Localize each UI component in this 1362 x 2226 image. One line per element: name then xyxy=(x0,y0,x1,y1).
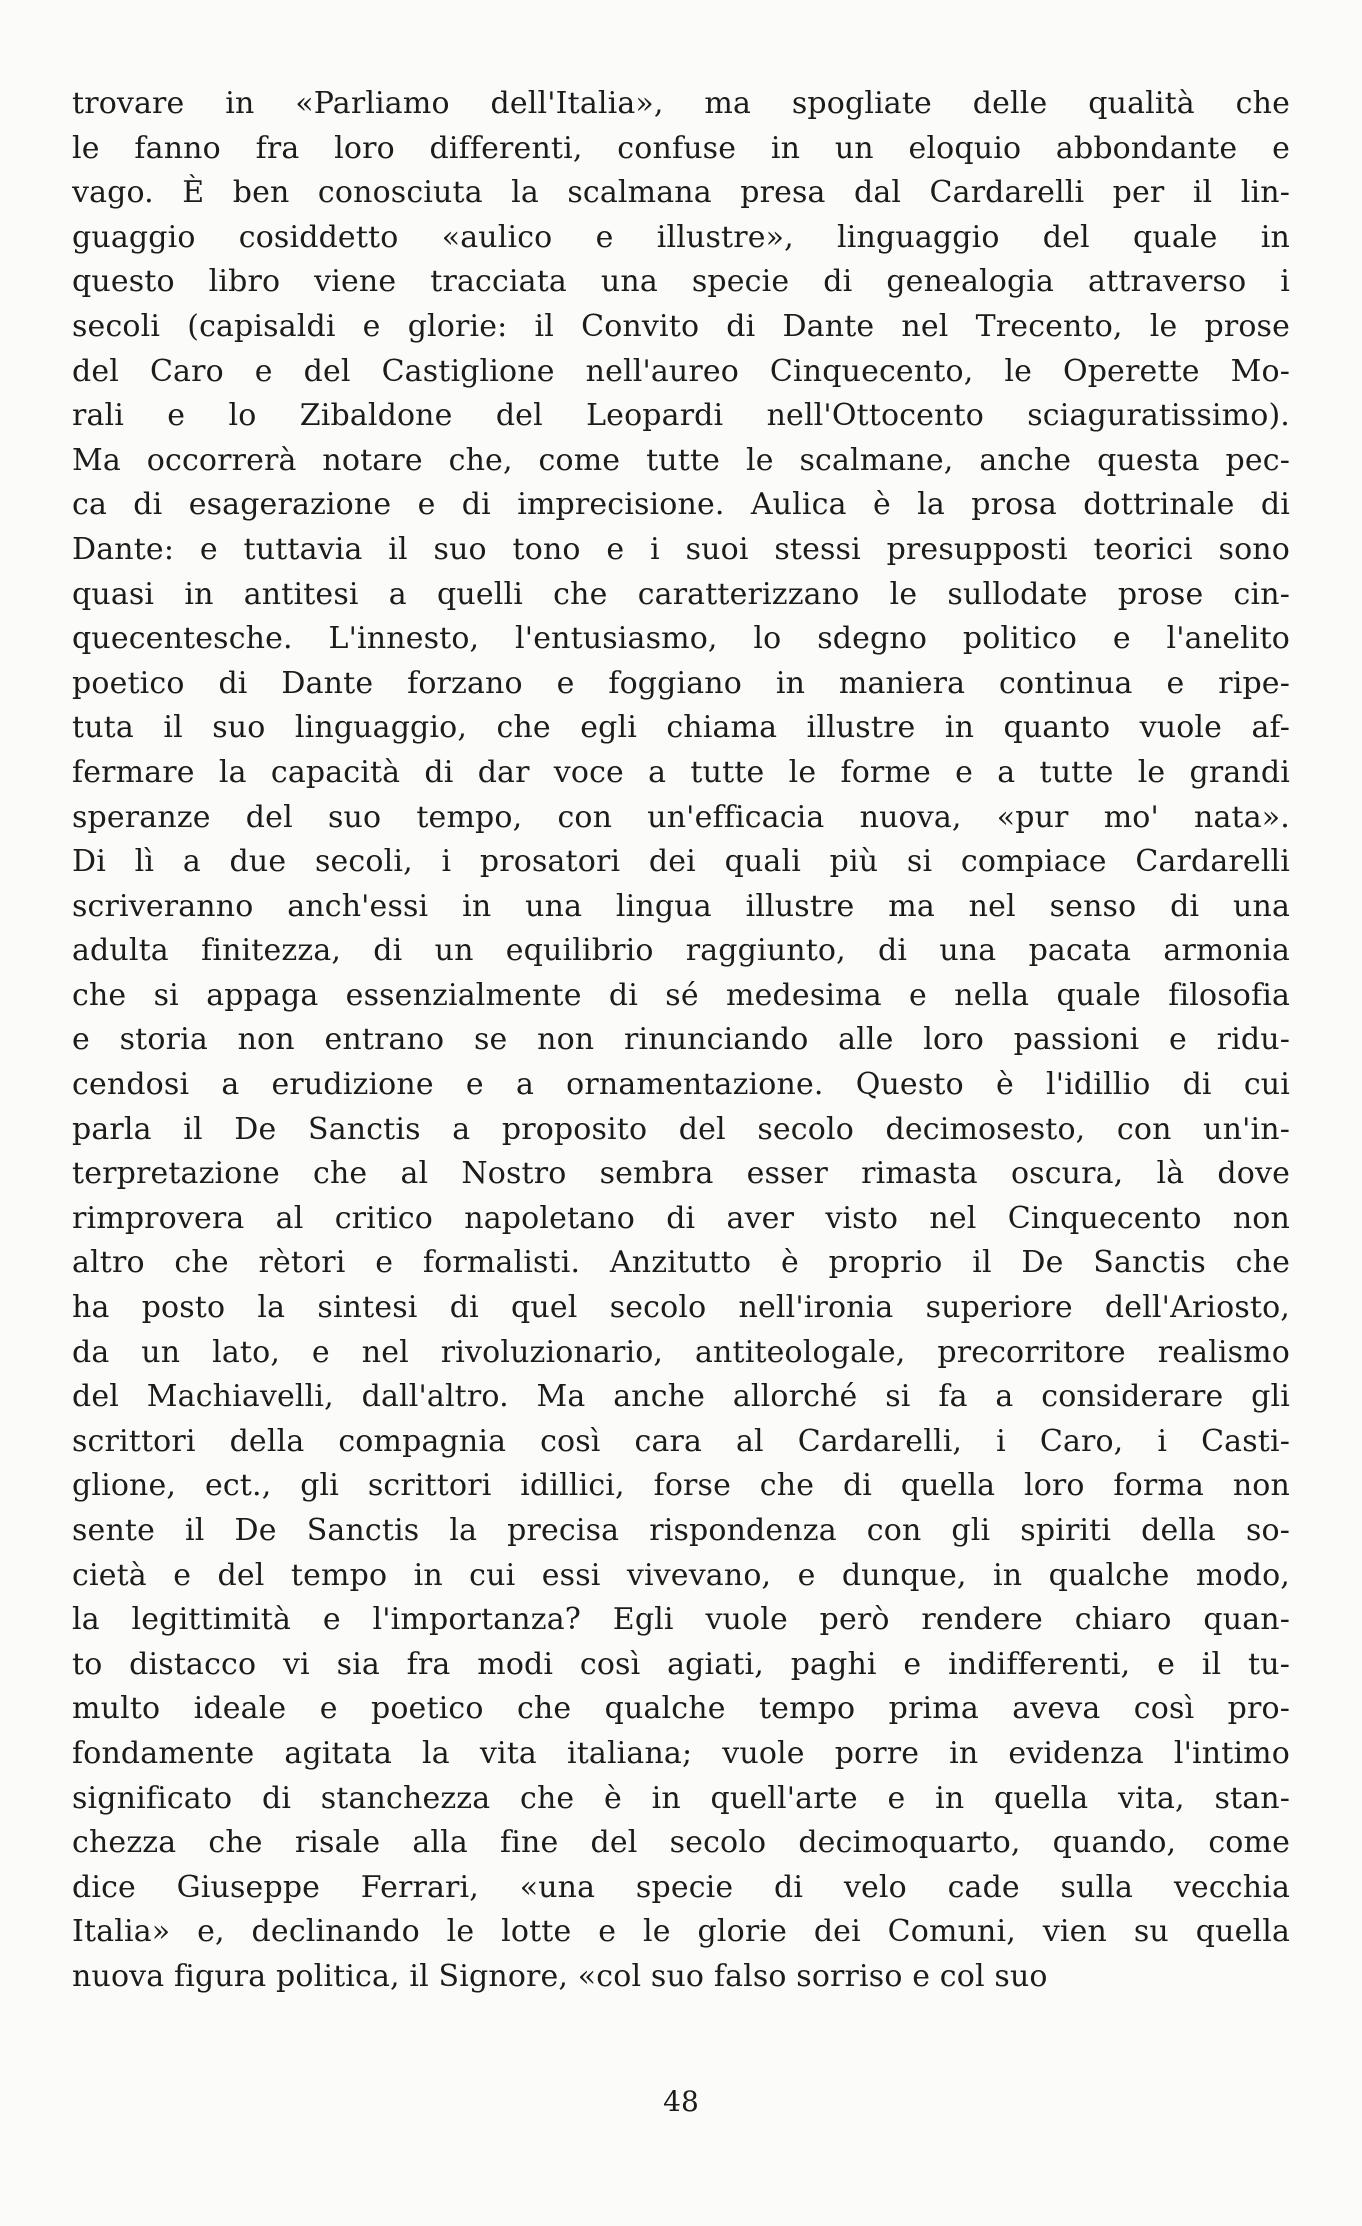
text-line: dice Giuseppe Ferrari, «una specie di velo cade sulla vecchia xyxy=(72,1869,1290,1905)
text-line: del Caro e del Castiglione nell'aureo Cinquecento, le Operette Mo- xyxy=(72,353,1290,389)
text-line: ha posto la sintesi di quel secolo nell'ironia superiore dell'Ariosto, xyxy=(72,1290,1290,1326)
text-line: da un lato, e nel rivoluzionario, antiteologale, precorritore realismo xyxy=(72,1334,1290,1370)
body-text xyxy=(72,82,1290,2000)
text-line: multo ideale e poetico che qualche tempo prima aveva così pro- xyxy=(72,1691,1290,1727)
text-line: cendosi a erudizione e a ornamentazione. Questo è l'idillio di cui xyxy=(72,1067,1290,1103)
text-line: secoli (capisaldi e glorie: il Convito di Dante nel Trecento, le prose xyxy=(72,308,1290,344)
text-line: del Machiavelli, dall'altro. Ma anche allorché si fa a considerare gli xyxy=(72,1379,1290,1415)
text-line: parla il De Sanctis a proposito del secolo decimosesto, con un'in- xyxy=(72,1111,1290,1147)
text-line: adulta finitezza, di un equilibrio raggiunto, di una pacata armonia xyxy=(72,933,1290,969)
text-line: to distacco vi sia fra modi così agiati, paghi e indifferenti, e il tu- xyxy=(72,1646,1290,1682)
text-line: scrittori della compagnia così cara al Cardarelli, i Caro, i Casti- xyxy=(72,1423,1290,1459)
text-line: rali e lo Zibaldone del Leopardi nell'Ottocento sciaguratissimo). xyxy=(72,398,1290,434)
text-line: Dante: e tuttavia il suo tono e i suoi stessi presupposti teorici sono xyxy=(72,531,1290,567)
page-number: 48 xyxy=(663,2085,699,2118)
text-line: glione, ect., gli scrittori idillici, forse che di quella loro forma non xyxy=(72,1468,1290,1504)
text-line: che si appaga essenzialmente di sé medesima e nella quale filosofia xyxy=(72,977,1290,1013)
text-line: Ma occorrerà notare che, come tutte le scalmane, anche questa pec- xyxy=(72,442,1290,478)
text-line: significato di stanchezza che è in quell'arte e in quella vita, stan- xyxy=(72,1780,1290,1816)
text-line: fermare la capacità di dar voce a tutte le forme e a tutte le grandi xyxy=(72,754,1290,790)
text-line: Di lì a due secoli, i prosatori dei quali più si compiace Cardarelli xyxy=(72,844,1290,880)
text-line: altro che rètori e formalisti. Anzitutto è proprio il De Sanctis che xyxy=(72,1245,1290,1281)
text-line: ca di esagerazione e di imprecisione. Aulica è la prosa dottrinale di xyxy=(72,487,1290,523)
text-line: trovare in «Parliamo dell'Italia», ma spogliate delle qualità che xyxy=(72,86,1290,121)
text-line: e storia non entrano se non rinunciando alle loro passioni e ridu- xyxy=(72,1022,1290,1058)
text-line: la legittimità e l'importanza? Egli vuole però rendere chiaro quan- xyxy=(72,1602,1290,1638)
text-line: quecentesche. L'innesto, l'entusiasmo, lo sdegno politico e l'anelito xyxy=(72,621,1290,657)
text-line: quasi in antitesi a quelli che caratterizzano le sullodate prose cin- xyxy=(72,576,1290,612)
text-line: guaggio cosiddetto «aulico e illustre», linguaggio del quale in xyxy=(72,219,1290,255)
text-line: speranze del suo tempo, con un'efficacia nuova, «pur mo' nata». xyxy=(72,799,1290,835)
text-line: chezza che risale alla fine del secolo decimoquarto, quando, come xyxy=(72,1825,1290,1861)
text-line: sente il De Sanctis la precisa rispondenza con gli spiriti della so- xyxy=(72,1513,1290,1548)
text-line: questo libro viene tracciata una specie di genealogia attraverso i xyxy=(72,264,1290,300)
text-line: le fanno fra loro differenti, confuse in un eloquio abbondante e xyxy=(72,130,1290,166)
text-line: cietà e del tempo in cui essi vivevano, e dunque, in qualche modo, xyxy=(72,1557,1290,1593)
text-line: poetico di Dante forzano e foggiano in maniera continua e ripe- xyxy=(72,665,1290,701)
text-line: rimprovera al critico napoletano di aver visto nel Cinquecento non xyxy=(72,1200,1290,1236)
text-line: tuta il suo linguaggio, che egli chiama illustre in quanto vuole af- xyxy=(72,710,1290,746)
text-line: Italia» e, declinando le lotte e le glorie dei Comuni, vien su quella xyxy=(72,1914,1290,1950)
text-line: vago. È ben conosciuta la scalmana presa dal Cardarelli per il lin- xyxy=(72,175,1290,211)
text-line: nuova figura politica, il Signore, «col suo falso sorriso e col suo xyxy=(72,1958,1048,1994)
text-line: terpretazione che al Nostro sembra esser rimasta oscura, là dove xyxy=(72,1156,1290,1192)
text-line: scriveranno anch'essi in una lingua illustre ma nel senso di una xyxy=(72,888,1290,924)
text-line: fondamente agitata la vita italiana; vuole porre in evidenza l'intimo xyxy=(72,1735,1290,1771)
